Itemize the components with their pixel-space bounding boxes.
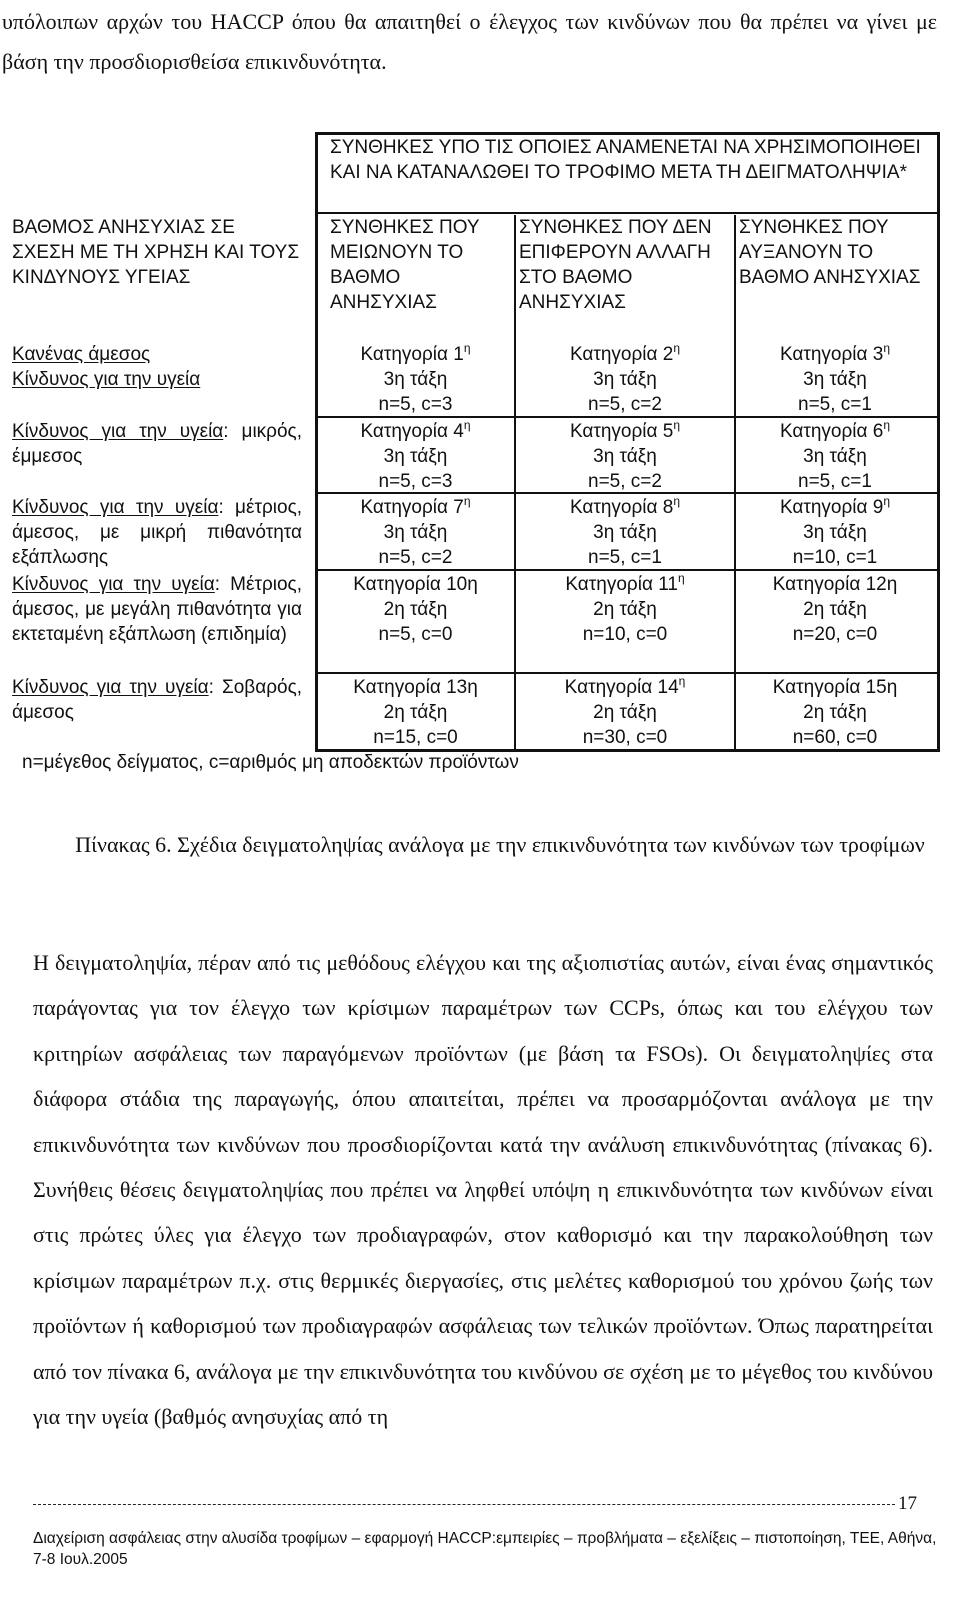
class-label: 2η τάξη bbox=[803, 702, 867, 723]
body-paragraph bbox=[33, 940, 933, 1439]
table-divider bbox=[315, 212, 937, 214]
ordinal-suffix: η bbox=[463, 494, 471, 508]
class-label: 3η τάξη bbox=[803, 369, 867, 390]
risk-text bbox=[12, 675, 302, 725]
category-name: Κατηγορία 3 bbox=[779, 344, 884, 365]
table-footnote: n=μέγεθος δείγματος, c=αριθμός μη αποδεκτών προϊόντων bbox=[22, 752, 519, 773]
column-header-no-change: ΣΥΝΘΗΚΕΣ ΠΟΥ ΔΕΝ ΕΠΙΦΕΡΟΥΝ ΑΛΛΑΓΗ ΣΤΟ ΒΑΘΜΟ ΑΝΗΣΥΧΙΑΣ bbox=[519, 217, 712, 313]
ordinal-suffix: η bbox=[883, 494, 891, 508]
risk-description: : Σοβαρός, άμεσος bbox=[12, 677, 303, 723]
category-label bbox=[317, 675, 514, 700]
ordinal-suffix: η bbox=[673, 418, 681, 432]
risk-text bbox=[12, 572, 302, 647]
category-label bbox=[516, 342, 734, 367]
caption-text: Σχέδια δειγματοληψίας ανάλογα με την επικινδυνότητα των κινδύνων των τροφίμων bbox=[177, 832, 925, 857]
category-cell bbox=[516, 495, 734, 570]
risk-label: Κίνδυνος για την υγεία bbox=[12, 369, 201, 390]
category-label bbox=[736, 572, 934, 597]
risk-text bbox=[12, 342, 302, 367]
risk-level-cell bbox=[12, 419, 302, 469]
risk-label: Κίνδυνος για την υγεία bbox=[12, 574, 215, 595]
sample-size-label: n=20, c=0 bbox=[792, 624, 878, 645]
footer-rule bbox=[33, 1504, 895, 1505]
risk-description: : μικρός, έμμεσος bbox=[12, 421, 302, 467]
sample-size-label: n=5, c=0 bbox=[378, 624, 453, 645]
table-caption bbox=[60, 822, 940, 868]
risk-label: Κίνδυνος για την υγεία bbox=[12, 497, 219, 518]
category-cell bbox=[317, 342, 514, 417]
ordinal-suffix: η bbox=[673, 494, 681, 508]
category-label bbox=[516, 572, 734, 597]
intro-text: υπόλοιπων αρχών του HACCP όπου θα απαιτηθεί ο έλεγχος των κινδύνων που θα πρέπει να γίνει με βάση την προσδιορισθείσα επικινδυνότητα. bbox=[2, 9, 937, 74]
category-cell bbox=[317, 675, 514, 750]
ordinal-suffix: η bbox=[678, 674, 686, 688]
category-name: Κατηγορία 2 bbox=[569, 344, 674, 365]
category-cell bbox=[736, 419, 934, 494]
row-divider bbox=[315, 672, 937, 674]
category-cell bbox=[317, 572, 514, 647]
category-name: Κατηγορία 15η bbox=[772, 677, 898, 698]
ordinal-suffix: η bbox=[463, 418, 471, 432]
category-name: Κατηγορία 4 bbox=[360, 421, 464, 442]
sample-size-label: n=5, c=3 bbox=[378, 394, 453, 415]
category-label bbox=[736, 495, 934, 520]
class-label: 2η τάξη bbox=[383, 599, 448, 620]
intro-paragraph bbox=[2, 2, 937, 82]
risk-level-cell bbox=[12, 495, 302, 570]
class-label: 3η τάξη bbox=[593, 446, 657, 467]
category-name: Κατηγορία 7 bbox=[360, 497, 464, 518]
category-cell bbox=[516, 572, 734, 647]
footer-text: Διαχείριση ασφάλειας στην αλυσίδα τροφίμων – εφαρμογή HACCP:εμπειρίες – προβλήματα – εξελίξεις – πιστοποίηση, ΤΕΕ, Αθήνα, 7-8 Ιουλ.2005 bbox=[33, 1530, 937, 1568]
category-label bbox=[736, 419, 934, 444]
category-cell bbox=[317, 495, 514, 570]
category-label bbox=[736, 342, 934, 367]
class-label: 3η τάξη bbox=[383, 446, 448, 467]
body-text: Η δειγματοληψία, πέραν από τις μεθόδους ελέγχου και της αξιοπιστίας αυτών, είναι ένας σημαντικός παράγοντας για τον έλεγχο των κρίσιμων παραμέτρων των CCPs, όπως και του ελέγχου των κριτηρίων ασφάλειας των παραγόμενων προϊόντων (με βάση τα FSOs). Οι δειγματοληψίες στα διάφορα στάδια της παραγωγής, όπου απαιτείται, πρέπει να προσαρμόζονται ανάλογα με την επικινδυνότητα των κινδύνων που προσδιορίζονται κατά την ανάλυση επικινδυνότητας (πίνακας 6). Συνήθεις θέσεις δειγματοληψίας που πρέπει να ληφθεί υπόψη η επικινδυνότητα των κινδύνων είναι στις πρώτες ύλες για έλεγχο των προδιαγραφών, στον καθορισμό και την παρακολούθηση των κρίσιμων παραμέτρων π.χ. στις θερμικές διεργασίες, στις μελέτες καθορισμού του χρόνου ζωής των προϊόντων ή καθορισμού των προδιαγραφών ασφάλειας των τελικών προϊόντων. Όπως παρατηρείται από τον πίνακα 6, ανάλογα με την επικινδυνότητα του κινδύνου σε σχέση με το μέγεθος του κινδύνου για την υγεία (βαθμός ανησυχίας από τη bbox=[33, 950, 933, 1430]
category-cell bbox=[736, 572, 934, 647]
ordinal-suffix: η bbox=[463, 341, 471, 355]
category-name: Κατηγορία 1 bbox=[360, 344, 464, 365]
sample-size-label: n=60, c=0 bbox=[792, 727, 878, 748]
sample-size-label: n=5, c=1 bbox=[588, 547, 662, 568]
risk-description: : Μέτριος, άμεσος, με μεγάλη πιθανότητα για εκτεταμένη εξάπλωση (επιδημία) bbox=[12, 574, 302, 645]
sample-size-label: n=5, c=2 bbox=[588, 394, 662, 415]
risk-text bbox=[12, 495, 302, 570]
category-cell bbox=[736, 342, 934, 417]
risk-label: Κανένας άμεσος bbox=[12, 344, 151, 365]
category-label bbox=[736, 675, 934, 700]
category-cell bbox=[516, 342, 734, 417]
sample-size-label: n=30, c=0 bbox=[582, 727, 668, 748]
table-main-header: ΣΥΝΘΗΚΕΣ ΥΠΟ ΤΙΣ ΟΠΟΙΕΣ ΑΝΑΜΕΝΕΤΑΙ ΝΑ ΧΡΗΣΙΜΟΠΟΙΗΘΕΙ ΚΑΙ ΝΑ ΚΑΤΑΝΑΛΩΘΕΙ ΤΟ ΤΡΟΦΙΜΟ ΜΕΤΑ ΤΗ ΔΕΙΓΜΑΤΟΛΗΨΙΑ* bbox=[330, 137, 921, 183]
category-label bbox=[317, 572, 514, 597]
column-header-reduce: ΣΥΝΘΗΚΕΣ ΠΟΥ ΜΕΙΩΝΟΥΝ ΤΟ ΒΑΘΜΟ ΑΝΗΣΥΧΙΑΣ bbox=[330, 217, 480, 313]
sample-size-label: n=5, c=2 bbox=[378, 547, 453, 568]
table-left-header: ΒΑΘΜΟΣ ΑΝΗΣΥΧΙΑΣ ΣΕ ΣΧΕΣΗ ΜΕ ΤΗ ΧΡΗΣΗ ΚΑΙ ΤΟΥΣ ΚΙΝΔΥΝΟΥΣ ΥΓΕΙΑΣ bbox=[12, 217, 300, 288]
sample-size-label: n=10, c=0 bbox=[582, 624, 668, 645]
category-label bbox=[516, 495, 734, 520]
risk-text bbox=[12, 419, 302, 469]
caption-label: Πίνακας 6. bbox=[75, 832, 172, 857]
class-label: 3η τάξη bbox=[803, 446, 867, 467]
category-label bbox=[317, 342, 514, 367]
category-cell bbox=[736, 675, 934, 750]
page-number: 17 bbox=[898, 1493, 917, 1514]
ordinal-suffix: η bbox=[883, 418, 891, 432]
column-header-increase: ΣΥΝΘΗΚΕΣ ΠΟΥ ΑΥΞΑΝΟΥΝ ΤΟ ΒΑΘΜΟ ΑΝΗΣΥΧΙΑΣ bbox=[739, 217, 921, 288]
category-cell bbox=[516, 419, 734, 494]
ordinal-suffix: η bbox=[677, 571, 685, 585]
category-label bbox=[516, 675, 734, 700]
sample-size-label: n=5, c=2 bbox=[588, 471, 662, 492]
class-label: 2η τάξη bbox=[383, 702, 448, 723]
class-label: 2η τάξη bbox=[593, 599, 657, 620]
category-name: Κατηγορία 6 bbox=[779, 421, 884, 442]
category-name: Κατηγορία 8 bbox=[569, 497, 674, 518]
risk-level-cell bbox=[12, 572, 302, 647]
class-label: 3η τάξη bbox=[593, 522, 657, 543]
class-label: 3η τάξη bbox=[383, 369, 448, 390]
category-name: Κατηγορία 12η bbox=[772, 574, 898, 595]
category-name: Κατηγορία 13η bbox=[353, 677, 478, 698]
category-label bbox=[516, 419, 734, 444]
sample-size-label: n=5, c=3 bbox=[378, 471, 453, 492]
class-label: 2η τάξη bbox=[803, 599, 867, 620]
risk-level-cell bbox=[12, 342, 302, 392]
class-label: 2η τάξη bbox=[593, 702, 657, 723]
sample-size-label: n=10, c=1 bbox=[792, 547, 878, 568]
ordinal-suffix: η bbox=[673, 341, 681, 355]
category-name: Κατηγορία 9 bbox=[779, 497, 884, 518]
risk-description: : μέτριος, άμεσος, με μικρή πιθανότητα εξάπλωσης bbox=[12, 497, 303, 568]
category-name: Κατηγορία 5 bbox=[569, 421, 674, 442]
category-name: Κατηγορία 11 bbox=[565, 574, 678, 595]
class-label: 3η τάξη bbox=[803, 522, 867, 543]
category-cell bbox=[317, 419, 514, 494]
category-cell bbox=[516, 675, 734, 750]
risk-level-cell bbox=[12, 675, 302, 725]
class-label: 3η τάξη bbox=[593, 369, 657, 390]
risk-text bbox=[12, 367, 302, 392]
sample-size-label: n=5, c=1 bbox=[798, 471, 872, 492]
sample-size-label: n=15, c=0 bbox=[373, 727, 458, 748]
class-label: 3η τάξη bbox=[383, 522, 448, 543]
category-cell bbox=[736, 495, 934, 570]
category-label bbox=[317, 419, 514, 444]
category-label bbox=[317, 495, 514, 520]
sample-size-label: n=5, c=1 bbox=[798, 394, 872, 415]
category-name: Κατηγορία 10η bbox=[353, 574, 478, 595]
category-name: Κατηγορία 14 bbox=[564, 677, 679, 698]
ordinal-suffix: η bbox=[883, 341, 891, 355]
sampling-plan-table bbox=[12, 132, 937, 749]
risk-label: Κίνδυνος για την υγεία bbox=[12, 677, 209, 698]
risk-label: Κίνδυνος για την υγεία bbox=[12, 421, 224, 442]
